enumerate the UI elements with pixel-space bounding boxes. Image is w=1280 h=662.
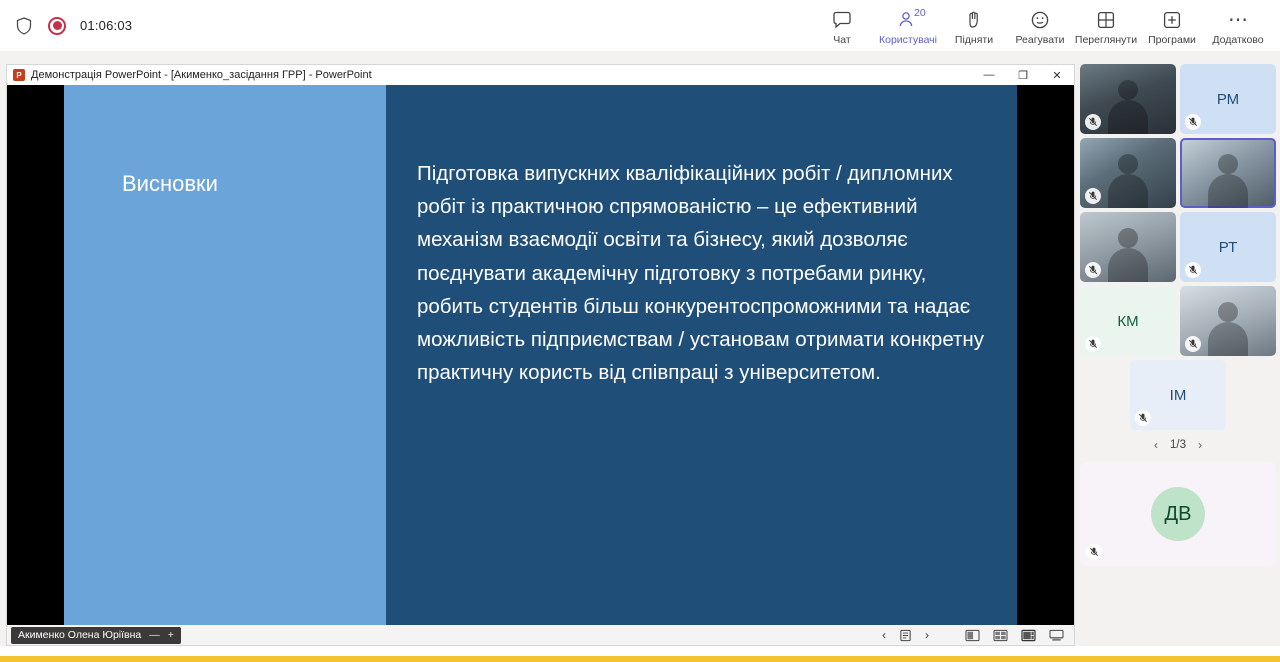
taskbar-strip: [0, 646, 1280, 662]
restore-button[interactable]: ❐: [1018, 69, 1028, 82]
shield-icon[interactable]: [14, 16, 34, 36]
mic-muted-icon: [1085, 262, 1101, 278]
avatar: ДВ: [1151, 487, 1205, 541]
mic-muted-icon: [1185, 336, 1201, 352]
powerpoint-titlebar[interactable]: [7, 65, 1074, 85]
more-icon: ⋯: [1228, 8, 1248, 31]
next-slide-icon[interactable]: ›: [925, 628, 929, 642]
toolbar-chat-label: Чат: [833, 33, 851, 46]
powerpoint-logo-icon: P: [13, 69, 25, 81]
slide-body-text: Підготовка випускних кваліфікаційних робіт / дипломних робіт із практичною спрямованістю – це ефективний механізм взаємодії освіти та бізнесу, який дозволяє поєднувати академічну підготовку з потребами ринку, робить студентів більш конкурентоспроможними та надає можливість підприємствам / установам отримати конкретну практичну користь від співпраці з університетом.: [417, 162, 985, 385]
powerpoint-window: [6, 64, 1075, 646]
participant-tile[interactable]: [1080, 286, 1176, 356]
reactions-icon: [1029, 9, 1051, 31]
avatar: РТ: [1218, 238, 1238, 256]
toolbar-participants-label: Користувачі: [879, 33, 937, 46]
layout-one-icon[interactable]: [965, 629, 980, 642]
slide-left-panel: [64, 85, 386, 625]
mic-muted-icon: [1185, 114, 1201, 130]
toolbar-apps-button[interactable]: [1140, 6, 1204, 46]
toolbar-react-label: Реагувати: [1015, 33, 1065, 46]
toolbar-view-button[interactable]: [1074, 6, 1138, 46]
participants-count-badge: 20: [914, 6, 926, 19]
chat-icon: [831, 9, 853, 31]
participant-tile[interactable]: [1180, 212, 1276, 282]
view-grid-icon: [1095, 9, 1117, 31]
mic-muted-icon: [1085, 336, 1101, 352]
participant-tile[interactable]: [1130, 360, 1226, 430]
toolbar-apps-label: Програми: [1148, 33, 1196, 46]
mic-muted-icon: [1085, 114, 1101, 130]
close-button[interactable]: ✕: [1052, 69, 1062, 82]
minimize-button[interactable]: —: [983, 69, 995, 81]
toolbar-actions: [810, 6, 1280, 46]
recording-icon[interactable]: [48, 17, 66, 35]
participants-rail: [1080, 64, 1276, 646]
slide-navigation: [882, 628, 1074, 642]
video-body-shape: [1208, 174, 1248, 208]
avatar: КМ: [1117, 312, 1139, 330]
participants-grid: [1080, 64, 1276, 356]
powerpoint-title-text: Демонстрація PowerPoint - [Акименко_засідання ГРР] - PowerPoint: [31, 69, 372, 81]
toolbar-view-label: Переглянути: [1074, 33, 1138, 46]
slide-icon[interactable]: [899, 629, 912, 642]
toolbar-participants-button[interactable]: [876, 6, 940, 46]
video-head-shape: [1218, 154, 1238, 174]
video-head-shape: [1118, 80, 1138, 100]
toolbar-chat-button[interactable]: [810, 6, 874, 46]
slide-stage: [7, 85, 1074, 625]
participant-tile[interactable]: [1080, 64, 1176, 134]
participant-tile[interactable]: [1080, 212, 1176, 282]
video-head-shape: [1118, 154, 1138, 174]
layout-grid-icon[interactable]: [993, 629, 1008, 642]
participants-pager: [1080, 432, 1276, 458]
presenter-plus-button[interactable]: +: [167, 629, 174, 641]
presenter-minus-button[interactable]: —: [149, 629, 160, 641]
toolbar-raise-hand-label: Підняти: [954, 33, 994, 46]
slide: [64, 85, 1017, 625]
participant-tile-large[interactable]: [1080, 462, 1276, 566]
apps-icon: [1161, 9, 1183, 31]
powerpoint-statusbar: [7, 625, 1074, 645]
toolbar-more-button[interactable]: [1206, 6, 1270, 46]
pager-next-icon[interactable]: ›: [1198, 438, 1202, 452]
mic-muted-icon: [1135, 410, 1151, 426]
video-body-shape: [1108, 174, 1148, 208]
presenter-name-chip[interactable]: [11, 627, 181, 644]
slide-heading: Висновки: [122, 171, 218, 196]
raise-hand-icon: [963, 9, 985, 31]
video-head-shape: [1118, 228, 1138, 248]
presenter-name: Акименко Олена Юріївна: [18, 629, 142, 641]
meeting-timer: 01:06:03: [80, 18, 133, 33]
toolbar-left-group: [0, 16, 132, 36]
video-head-shape: [1218, 302, 1238, 322]
mic-muted-icon: [1185, 262, 1201, 278]
slide-right-panel: [386, 85, 1017, 625]
layout-filmstrip-icon[interactable]: [1021, 629, 1036, 642]
avatar: РМ: [1216, 90, 1240, 108]
video-body-shape: [1208, 322, 1248, 356]
toolbar-raise-hand-button[interactable]: [942, 6, 1006, 46]
prev-slide-icon[interactable]: ‹: [882, 628, 886, 642]
mic-muted-icon: [1085, 188, 1101, 204]
window-controls: [972, 65, 1074, 85]
toolbar-react-button[interactable]: [1008, 6, 1072, 46]
toolbar-more-label: Додатково: [1212, 33, 1264, 46]
pager-prev-icon[interactable]: ‹: [1154, 438, 1158, 452]
participant-tile[interactable]: [1180, 286, 1276, 356]
video-body-shape: [1108, 100, 1148, 134]
avatar: ІМ: [1169, 386, 1187, 404]
accent-bar: [0, 656, 1280, 662]
participant-tile-active-speaker[interactable]: [1180, 138, 1276, 208]
layout-presenter-icon[interactable]: [1049, 629, 1064, 642]
participant-tile[interactable]: [1080, 138, 1176, 208]
meeting-toolbar: [0, 0, 1280, 52]
mic-muted-icon: [1086, 544, 1102, 560]
participant-tile[interactable]: [1180, 64, 1276, 134]
pager-label: 1/3: [1170, 439, 1186, 451]
video-body-shape: [1108, 248, 1148, 282]
participants-grid-row: [1080, 360, 1276, 430]
